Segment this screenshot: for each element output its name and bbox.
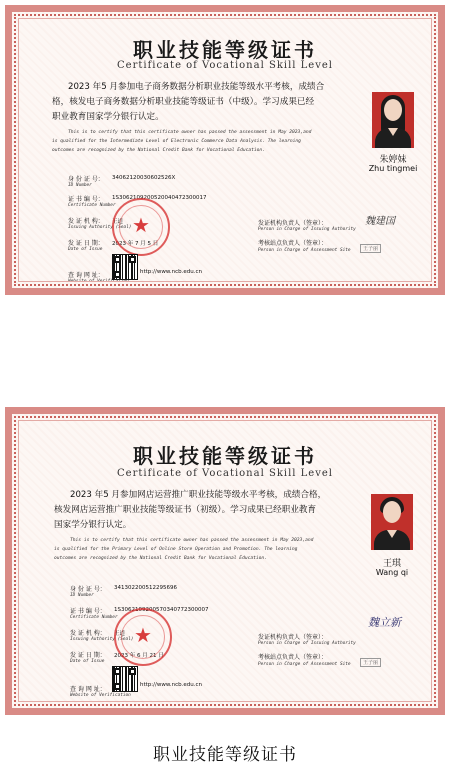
qr-code[interactable]: [112, 666, 138, 692]
certificate-subtitle: Certificate of Vocational Skill Level: [117, 60, 333, 71]
body-cn-line-2: 核发网店运营推广职业技能等级证书（初级）。学习成果已经职业教育: [54, 505, 317, 515]
body-english: [54, 536, 314, 563]
issue-date-value: 2023 年 7 月 5 日: [112, 241, 159, 247]
cert-number-label-en: Certificate Number: [70, 615, 118, 620]
authority-head-label: 发证机构负责人（签章）：: [258, 634, 328, 641]
id-label: 身 份 证 号：: [70, 586, 106, 593]
body-cn-line-2: 格，核发电子商务数据分析职业技能等级证书（中级）。学习成果已经: [52, 97, 315, 107]
body-en-line-1: This is to certify that this certificate owner has passed the assessment in May 2023,and: [68, 130, 312, 135]
issue-date-value: 2023 年 6 月 21 日: [114, 653, 164, 659]
certificate-zhu-tingmei: [5, 5, 445, 295]
site-head-label-en: Person in Charge of Assessment Site: [258, 662, 351, 667]
issuer-label: 发 证 机 构：: [70, 630, 106, 637]
official-seal: ★: [114, 608, 172, 666]
body-en-line-2: is qualified for the Primary Level of Online Store Operation and Promotion. The learning: [54, 547, 298, 552]
holder-photo: [371, 494, 413, 550]
body-cn-line-3: 国家学分银行认定。: [54, 520, 132, 530]
issue-date-label-en: Date of Issue: [70, 659, 105, 664]
holder-photo: [372, 92, 414, 148]
website-label-en: Website of Verification: [68, 279, 129, 284]
certificate-title: 职业技能等级证书: [133, 38, 317, 62]
body-en-line-3: outcomes are recognized by the National Credit Bank for Vocational Education.: [52, 148, 265, 153]
qr-code[interactable]: [112, 254, 138, 280]
issue-date-label-en: Date of Issue: [68, 247, 103, 252]
site-stamp: 王子丽: [360, 658, 381, 667]
id-label-en: ID Number: [70, 593, 94, 598]
issuer-label: 发 证 机 构：: [68, 218, 104, 225]
authority-head-label-en: Person in Charge of Issuing Authority: [258, 227, 356, 232]
issuer-label-en: Issuing Authority (Seal): [70, 637, 134, 642]
website-link[interactable]: http://www.ncb.edu.cn: [140, 682, 202, 688]
body-en-line-3: outcomes are recognized by the National Credit Bank for Vocational Education.: [54, 556, 267, 561]
body-en-line-2: is qualified for the Intermediate Level of Electronic Commerce Data Analysis. The learning: [52, 139, 301, 144]
issuer-value: 王道: [114, 631, 126, 637]
holder-name-en: Zhu tingmei: [368, 164, 418, 173]
authority-signature: 魏建国: [365, 216, 395, 227]
website-label: 查 询 网 址：: [68, 272, 104, 279]
cert-number-label: 证 书 编 号：: [70, 608, 106, 615]
body-cn-line-1: 2023 年5 月参加网店运营推广职业技能等级水平考核，成绩合格，: [70, 490, 327, 500]
body-cn-line-1: 2023 年5 月参加电子商务数据分析职业技能等级水平考核，成绩合: [68, 82, 325, 92]
body-en-line-1: This is to certify that this certificate owner has passed the assessment in May 2023,and: [70, 538, 314, 543]
website-label-en: Website of Verification: [70, 693, 131, 698]
id-label: 身 份 证 号：: [68, 176, 104, 183]
holder-name-cn: 朱婷妹: [379, 155, 407, 165]
holder-name-en: Wang qi: [375, 568, 409, 577]
certificate-wang-qi: [5, 407, 445, 715]
cert-number-label-en: Certificate Number: [68, 203, 116, 208]
website-label: 查 询 网 址：: [70, 686, 106, 693]
authority-head-label: 发证机构负责人（签章）：: [258, 220, 328, 227]
certificate-title: 职业技能等级证书: [133, 444, 317, 468]
body-english: [52, 128, 312, 155]
id-label-en: ID Number: [68, 183, 92, 188]
issue-date-label: 发 证 日 期：: [68, 240, 104, 247]
cert-number-label: 证 书 编 号：: [68, 196, 104, 203]
certificate-subtitle: Certificate of Vocational Skill Level: [117, 468, 333, 479]
website-link[interactable]: http://www.ncb.edu.cn: [140, 269, 202, 275]
site-head-label-en: Person in Charge of Assessment Site: [258, 248, 351, 253]
id-value: 34062120030602526X: [112, 175, 176, 181]
cert-number-value: 1S3062109200520040472300017: [112, 195, 207, 201]
body-chinese: [52, 80, 325, 125]
authority-signature: 魏立新: [368, 616, 401, 629]
site-stamp: 王子丽: [360, 244, 381, 253]
issuer-label-en: Issuing Authority (Seal): [68, 225, 132, 230]
official-seal: ★: [112, 198, 170, 256]
id-value: 341302200512295696: [114, 585, 177, 591]
body-chinese: [54, 488, 327, 533]
site-head-label: 考核站点负责人（签章）：: [258, 654, 328, 661]
issue-date-label: 发 证 日 期：: [70, 652, 106, 659]
issuer-value: 王道: [112, 219, 124, 225]
cert-number-value: 1S3062109200570340772300007: [114, 607, 209, 613]
page-caption: 职业技能等级证书: [153, 745, 297, 765]
authority-head-label-en: Person in Charge of Issuing Authority: [258, 641, 356, 646]
holder-name-cn: 王琪: [382, 559, 401, 569]
body-cn-line-3: 职业教育国家学分银行认定。: [52, 112, 164, 122]
site-head-label: 考核站点负责人（签章）：: [258, 240, 328, 247]
